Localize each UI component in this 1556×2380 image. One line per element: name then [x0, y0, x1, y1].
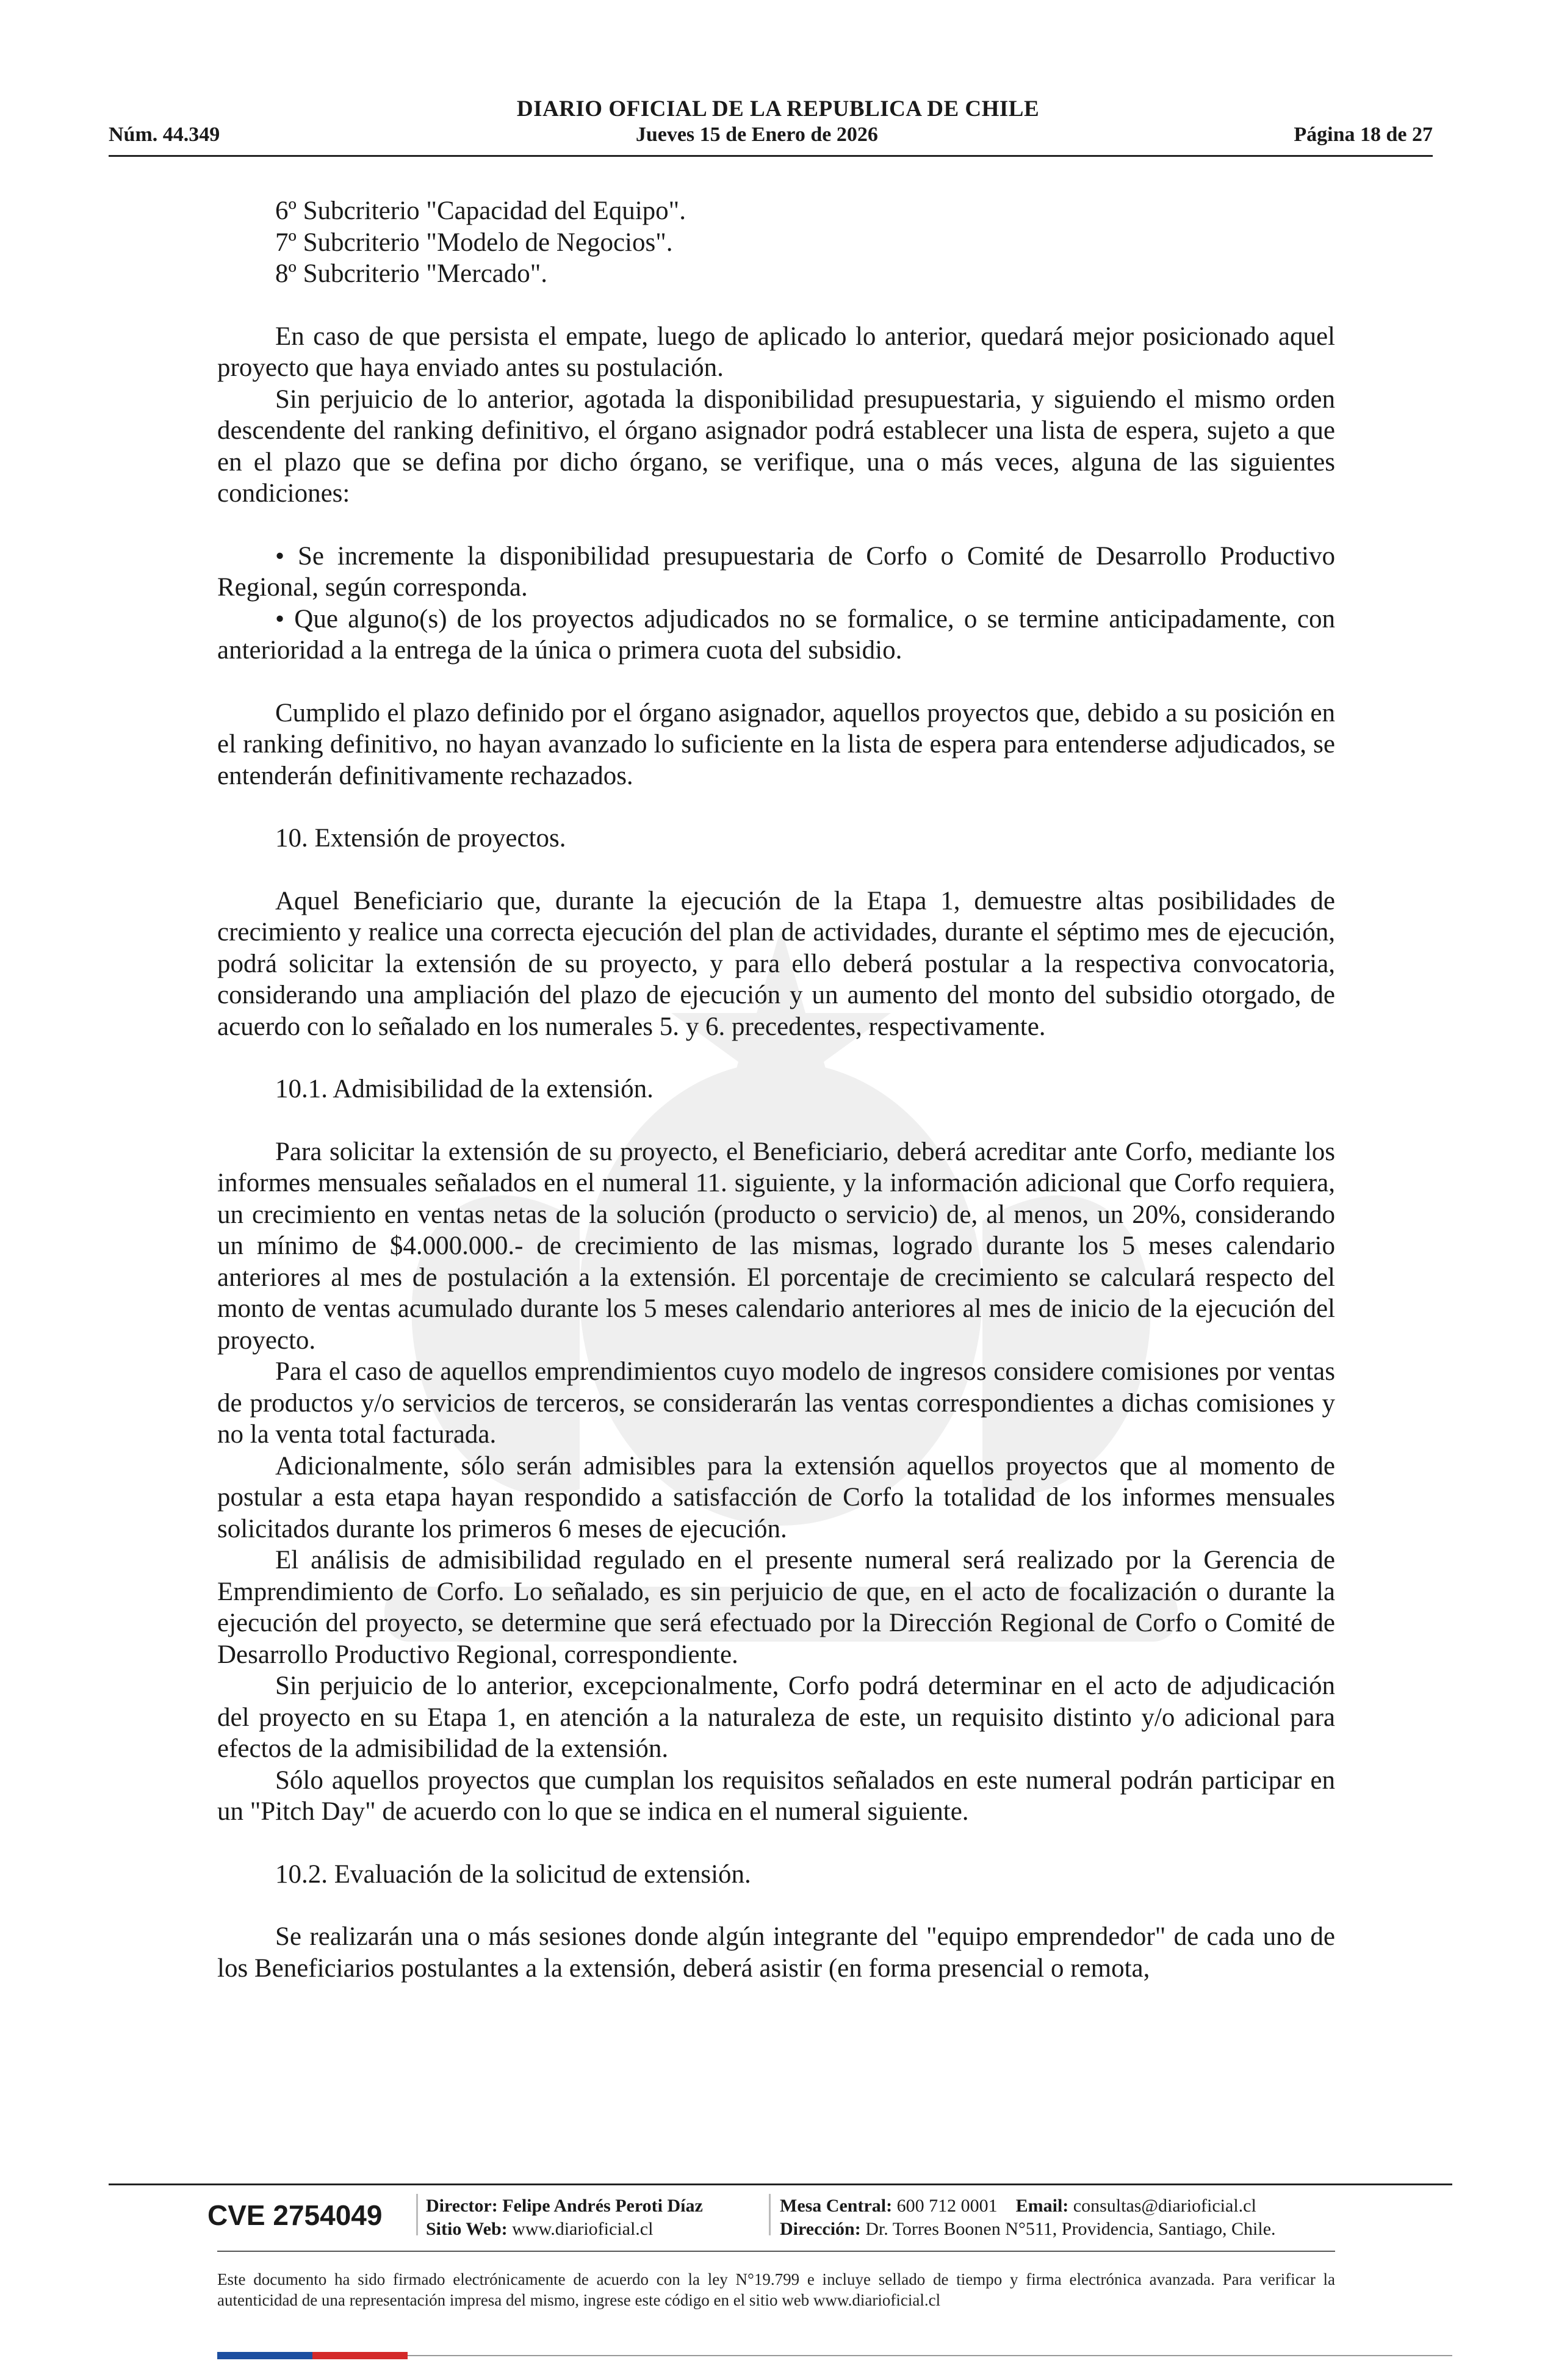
footer-separator [416, 2194, 418, 2235]
bottom-divider [408, 2355, 1452, 2356]
paragraph-spacer [217, 854, 1335, 885]
subcriterion-line: 6º Subcriterio "Capacidad del Equipo". [275, 197, 686, 225]
paragraph-spacer [217, 290, 1335, 321]
footer-contact-block [780, 2194, 1276, 2241]
flag-stripe [217, 2352, 408, 2359]
director-name: Felipe Andrés Peroti Díaz [502, 2196, 703, 2216]
paragraph: 10. Extensión de proyectos. [275, 824, 566, 853]
page-header [109, 123, 1433, 146]
paragraph: Para solicitar la extensión de su proyecto, el Beneficiario, deberá acreditar ante Corfo, mediante los informes mensuales señalados en el numeral 11. siguiente, y la información adicional que Corfo requiera, un crecimiento en ventas netas de la solución (producto o servicio) de, al menos, un 20%, considerando un mínimo de $4.000.000.- de crecimiento de las mismas, logrado durante los 5 meses calendario anteriores al mes de postulación a la extensión. El porcentaje de crecimiento se calculará respecto del monto de ventas acumulado durante los 5 meses calendario anteriores al mes de inicio de la ejecución del proyecto. [217, 1137, 1335, 1355]
subcriterion-line: 7º Subcriterio "Modelo de Negocios". [275, 228, 673, 257]
subcriterion-line: 8º Subcriterio "Mercado". [275, 259, 548, 288]
flag-red-segment [312, 2352, 408, 2359]
footer-divider [217, 2251, 1335, 2252]
flag-blue-segment [217, 2352, 312, 2359]
footer-separator [769, 2194, 771, 2235]
newspaper-title: DIARIO OFICIAL DE LA REPUBLICA DE CHILE [516, 96, 1040, 121]
paragraph: Sin perjuicio de lo anterior, excepcionalmente, Corfo podrá determinar en el acto de adjudicación del proyecto en su Etapa 1, en atención a la naturaleza de este, un requisito distinto y/o adicional para efectos de la admisibilidad de la extensión. [217, 1671, 1335, 1763]
email-label: Email: [1015, 2196, 1069, 2216]
address-value: Dr. Torres Boonen N°511, Providencia, Santiago, Chile. [865, 2219, 1276, 2239]
paragraph: • Que alguno(s) de los proyectos adjudicados no se formalice, o se termine anticipadamente, con anterioridad a la entrega de la única o primera cuota del subsidio. [217, 604, 1335, 665]
document-body [217, 195, 1335, 1984]
paragraph: • Se incremente la disponibilidad presupuestaria de Corfo o Comité de Desarrollo Productivo Regional, según corresponda. [217, 541, 1335, 602]
paragraph: Sin perjuicio de lo anterior, agotada la disponibilidad presupuestaria, y siguiendo el mismo orden descendente del ranking definitivo, el órgano asignador podrá establecer una lista de espera, sujeto a que en el plazo que se defina por dicho órgano, se verifique, una o más veces, alguna de las siguientes condiciones: [217, 384, 1335, 508]
mesa-label: Mesa Central: [780, 2196, 893, 2216]
address-label: Dirección: [780, 2219, 861, 2239]
mesa-phone: 600 712 0001 [896, 2196, 998, 2216]
cve-code: CVE 2754049 [207, 2199, 383, 2231]
paragraph: El análisis de admisibilidad regulado en el presente numeral será realizado por la Gerencia de Emprendimiento de Corfo. Lo señalado, es sin perjuicio de que, en el acto de focalización o durante la ejecución del proyecto, se determine que será efectuado por la Dirección Regional de Corfo o Comité de Desarrollo Productivo Regional, correspondiente. [217, 1546, 1335, 1669]
paragraph-spacer [217, 1890, 1335, 1921]
paragraph: 10.1. Admisibilidad de la extensión. [275, 1075, 654, 1103]
legal-notice: Este documento ha sido firmado electrónicamente de acuerdo con la ley N°19.799 e incluye sellado de tiempo y firma electrónica avanzada. Para verificar la autenticidad de una representación impresa del mismo, ingrese este código en el sitio web www.diarioficial.cl [217, 2270, 1335, 2309]
paragraph: 10.2. Evaluación de la solicitud de extensión. [275, 1859, 751, 1889]
paragraph: En caso de que persista el empate, luego de aplicado lo anterior, quedará mejor posicionado aquel proyecto que haya enviado antes su postulación. [217, 322, 1335, 382]
director-label: Director: [426, 2196, 498, 2216]
paragraph-spacer [217, 792, 1335, 823]
paragraph-spacer [217, 510, 1335, 541]
paragraph: Cumplido el plazo definido por el órgano asignador, aquellos proyectos que, debido a su posición en el ranking definitivo, no hayan avanzado lo suficiente en la lista de espera para entenderse adjudicados, se entenderán definitivamente rechazados. [217, 698, 1335, 790]
email-link[interactable]: consultas@diarioficial.cl [1073, 2196, 1256, 2216]
paragraph-spacer [217, 1828, 1335, 1859]
issue-date: Jueves 15 de Enero de 2026 [635, 123, 878, 146]
paragraph: Sólo aquellos proyectos que cumplan los requisitos señalados en este numeral podrán participar en un "Pitch Day" de acuerdo con lo que se indica en el numeral siguiente. [217, 1765, 1335, 1826]
paragraph-spacer [217, 666, 1335, 698]
issue-number: Núm. 44.349 [109, 123, 220, 146]
footer-divider [109, 2183, 1452, 2185]
paragraph: Para el caso de aquellos emprendimientos cuyo modelo de ingresos considere comisiones por ventas de productos y/o servicios de terceros, se considerarán las ventas correspondientes a dichas comisiones y no la venta total facturada. [217, 1357, 1335, 1449]
website-label: Sitio Web: [426, 2219, 508, 2239]
page-indicator: Página 18 de 27 [1294, 123, 1433, 146]
paragraph: Aquel Beneficiario que, durante la ejecución de la Etapa 1, demuestre altas posibilidades de crecimiento y realice una correcta ejecución del plan de actividades, durante el séptimo mes de ejecución, podrá solicitar la extensión de su proyecto, y para ello deberá postular a la respectiva convocatoria, considerando una ampliación del plazo de ejecución y un aumento del monto del subsidio otorgado, de acuerdo con lo señalado en los numerales 5. y 6. precedentes, respectivamente. [217, 886, 1335, 1041]
footer-director-block [426, 2194, 703, 2241]
paragraph-spacer [217, 1105, 1335, 1136]
website-link[interactable]: www.diarioficial.cl [512, 2219, 654, 2239]
header-divider [109, 155, 1433, 157]
paragraph: Se realizarán una o más sesiones donde algún integrante del "equipo emprendedor" de cada uno de los Beneficiarios postulantes a la extensión, deberá asistir (en forma presencial o remota, [217, 1922, 1335, 1983]
paragraph: Adicionalmente, sólo serán admisibles para la extensión aquellos proyectos que al momento de postular a esta etapa hayan respondido a satisfacción de Corfo la totalidad de los informes mensuales solicitados durante los primeros 6 meses de ejecución. [217, 1451, 1335, 1543]
paragraph-spacer [217, 1042, 1335, 1073]
